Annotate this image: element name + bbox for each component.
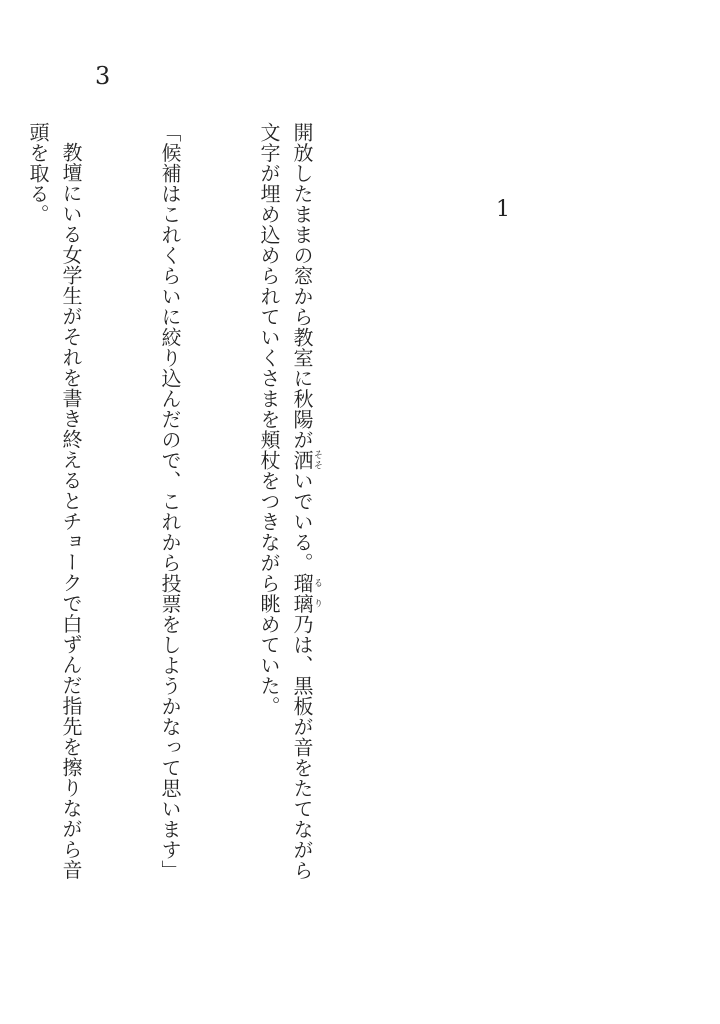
paragraph-2-dialogue: 「候補はこれくらいに絞り込んだので、これから投票をしようかなって思います」 <box>158 122 182 881</box>
paragraph-1-part-2: いでいる。 <box>290 470 314 573</box>
ruby-base: 洒 <box>290 450 314 471</box>
paragraph-1-part-3: 乃は、黒板が音をたてながら文字が埋め込められていくさまを頬杖をつきながら眺めていた。 <box>257 122 314 881</box>
paragraph-3: 教壇にいる女学生がそれを書き終えるとチョークで白ずんだ指先を擦りながら音頭を取る。 <box>26 122 83 880</box>
chapter-number: 1 <box>496 197 510 222</box>
ruby-ruri <box>290 573 322 614</box>
ruby-base: 瑠璃 <box>290 573 314 614</box>
ruby-reading: るり <box>312 573 322 614</box>
page-number: 3 <box>95 62 111 90</box>
body-text <box>0 122 388 882</box>
ruby-reading: そそ <box>312 450 322 471</box>
ruby-sosogu <box>290 450 322 471</box>
paragraph-1-part-1: 開放したままの窓から教室に秋陽が <box>290 122 314 450</box>
paragraph-1 <box>252 122 322 882</box>
